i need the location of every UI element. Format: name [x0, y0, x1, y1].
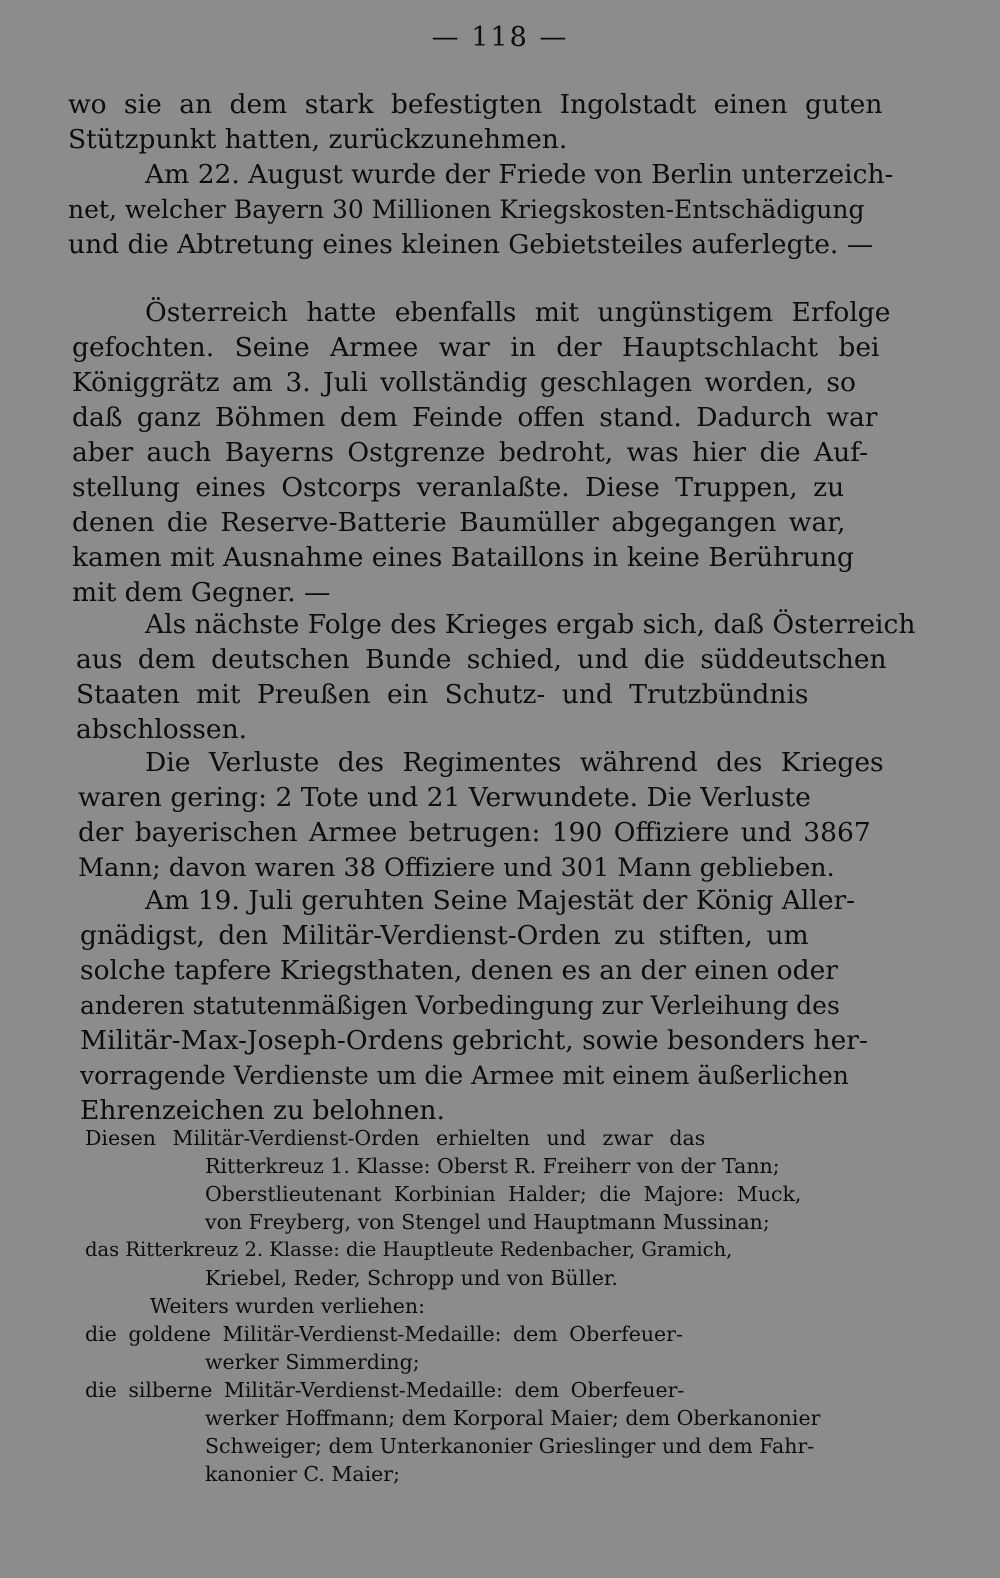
text-line: Ritterkreuz 1. Klasse: Oberst R. Freiherr von der Tann; [205, 1154, 780, 1178]
text-line: Oberstlieutenant Korbinian Halder; die Majore: Muck, [205, 1182, 802, 1206]
text-line: gnädigst, den Militär-Verdienst-Orden zu stiften, um [80, 920, 809, 951]
text-line: Mann; davon waren 38 Offiziere und 301 Mann geblieben. [78, 853, 835, 883]
text-line: die goldene Militär-Verdienst-Medaille: dem Oberfeuer- [85, 1322, 683, 1346]
text-line: vorragende Verdienste um die Armee mit einem äußerlichen [80, 1061, 849, 1090]
text-line: Am 22. August wurde der Friede von Berlin unterzeich- [145, 159, 894, 190]
text-line: Schweiger; dem Unterkanonier Grieslinger und dem Fahr- [205, 1434, 815, 1458]
text-line: daß ganz Böhmen dem Feinde offen stand. Dadurch war [72, 402, 878, 433]
text-line: aber auch Bayerns Ostgrenze bedroht, was hier die Auf- [72, 437, 869, 468]
text-line: Diesen Militär-Verdienst-Orden erhielten und zwar das [85, 1126, 706, 1150]
page-number: — 118 — [431, 22, 569, 53]
text-line: aus dem deutschen Bunde schied, und die süddeutschen [76, 644, 887, 675]
text-line: und die Abtretung eines kleinen Gebietsteiles auferlegte. — [68, 229, 874, 260]
text-line: kamen mit Ausnahme eines Bataillons in keine Berührung [72, 542, 855, 573]
text-line: stellung eines Ostcorps veranlaßte. Diese Truppen, zu [72, 472, 845, 503]
text-line: net, welcher Bayern 30 Millionen Kriegskosten-Entschädigung [68, 195, 865, 224]
text-line: von Freyberg, von Stengel und Hauptmann Mussinan; [205, 1210, 770, 1234]
text-line: Österreich hatte ebenfalls mit ungünstigem Erfolge [145, 297, 891, 328]
text-line: abschlossen. [76, 714, 248, 745]
text-line: Kriebel, Reder, Schropp und von Büller. [205, 1266, 618, 1290]
text-line: mit dem Gegner. — [72, 577, 331, 608]
text-line: Staaten mit Preußen ein Schutz- und Trutzbündnis [76, 679, 809, 710]
text-line: wo sie an dem stark befestigten Ingolstadt einen guten [68, 89, 883, 120]
text-line: denen die Reserve-Batterie Baumüller abgegangen war, [72, 507, 846, 538]
text-line: werker Hoffmann; dem Korporal Maier; dem Oberkanonier [205, 1406, 821, 1430]
text-line: Ehrenzeichen zu belohnen. [80, 1095, 445, 1126]
text-line: das Ritterkreuz 2. Klasse: die Hauptleute Redenbacher, Gramich, [85, 1238, 733, 1261]
text-line: Die Verluste des Regimentes während des Krieges [145, 747, 884, 778]
text-line: gefochten. Seine Armee war in der Hauptschlacht bei [72, 332, 880, 363]
text-line: Als nächste Folge des Krieges ergab sich, daß Österreich [145, 609, 916, 640]
text-line: solche tapfere Kriegsthaten, denen es an der einen oder [80, 955, 838, 986]
text-line: die silberne Militär-Verdienst-Medaille: dem Oberfeuer- [85, 1378, 685, 1402]
text-line: anderen statutenmäßigen Vorbedingung zur Verleihung des [80, 991, 840, 1020]
text-line: werker Simmerding; [205, 1350, 420, 1374]
text-line: kanonier C. Maier; [205, 1462, 400, 1486]
text-line: Weiters wurden verliehen: [150, 1294, 426, 1318]
text-line: Militär-Max-Joseph-Ordens gebricht, sowie besonders her- [80, 1025, 868, 1056]
text-line: Stützpunkt hatten, zurückzunehmen. [68, 124, 568, 155]
text-line: Königgrätz am 3. Juli vollständig geschlagen worden, so [72, 367, 856, 398]
text-line: der bayerischen Armee betrugen: 190 Offiziere und 3867 [78, 817, 871, 848]
text-line: waren gering: 2 Tote und 21 Verwundete. Die Verluste [78, 782, 811, 813]
text-line: Am 19. Juli geruhten Seine Majestät der König Aller- [145, 885, 856, 916]
